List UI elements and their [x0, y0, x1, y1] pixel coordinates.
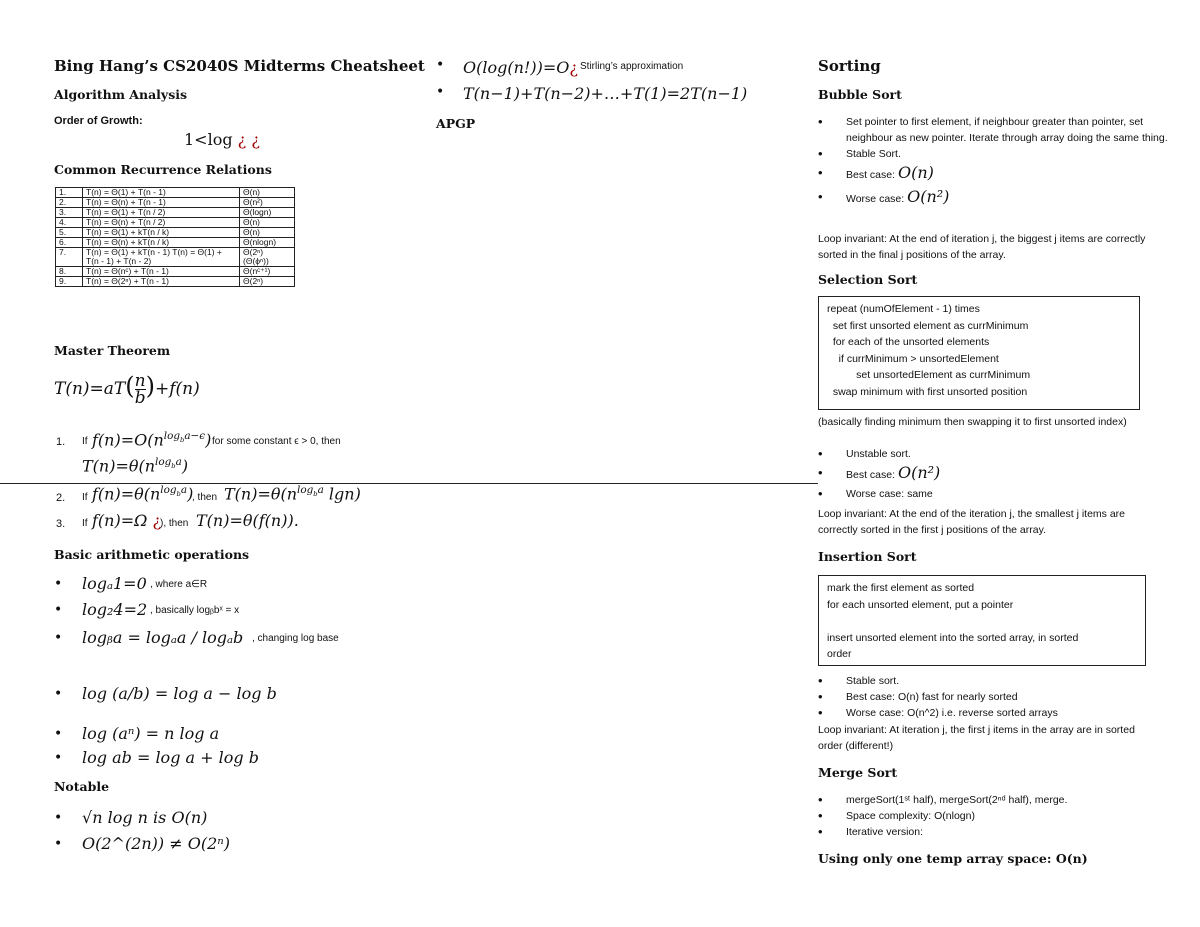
- recurrence-cell: T(n) = Θ(1) + kT(n - 1) T(n) = Θ(1) + T(n - 1) + T(n - 2): [83, 248, 240, 267]
- list-item: • Unstable sort.: [846, 446, 1176, 462]
- recurrence-table: [55, 187, 295, 287]
- arith-formula: logₐ1=0: [82, 574, 147, 593]
- selection-best-label: Best case:: [846, 469, 896, 481]
- selection-code-box: [818, 296, 1140, 410]
- recurrence-cell: T(n) = Θ(nᶜ) + T(n - 1): [83, 267, 240, 277]
- stirling-note: Stirling’s approximation: [580, 61, 684, 72]
- case3-if: If: [82, 518, 88, 529]
- order-of-growth-expr: [184, 130, 260, 149]
- arith-formula: log (aⁿ) = n log a: [82, 724, 220, 743]
- arith-heading: Basic arithmetic operations: [54, 547, 250, 562]
- code-line: order: [827, 648, 852, 660]
- result-cell: Θ(nlogn): [240, 238, 295, 248]
- recurrence-cell: T(n) = Θ(1) + T(n - 1): [83, 188, 240, 198]
- case2-result: $T(n)=\theta(n^{log_ba}$ lgn): [224, 484, 361, 504]
- case1-number: 1.: [56, 436, 66, 448]
- table-row: [56, 248, 295, 267]
- code-line: for each unsorted element, put a pointer: [827, 598, 1014, 611]
- case1-condition: for some constant ϵ > 0, then: [212, 436, 341, 447]
- code-line: repeat (numOfElement - 1) times: [827, 303, 980, 315]
- case3-number: 3.: [56, 518, 66, 530]
- row-number: 4.: [56, 218, 83, 228]
- notable-formula: √n log n is O(n): [82, 808, 208, 827]
- recurrence-cell: T(n) = Θ(1) + T(n / 2): [83, 208, 240, 218]
- selection-best-value: O(n²): [897, 463, 941, 482]
- bullet: •: [54, 686, 63, 702]
- code-line: for each of the unsorted elements: [827, 336, 990, 348]
- result-cell: Θ(n): [240, 218, 295, 228]
- bullet: •: [54, 576, 63, 592]
- recurrence-cell: T(n) = Θ(n) + T(n / 2): [83, 218, 240, 228]
- selection-invariant: Loop invariant: At the end of the iteration j, the smallest j items are correctly sorted in the first j positions of the array.: [818, 508, 1126, 536]
- table-row: [56, 277, 295, 287]
- recurrence-cell: T(n) = Θ(2ⁿ) + T(n - 1): [83, 277, 240, 287]
- bullet: •: [436, 57, 445, 73]
- table-row: [56, 188, 295, 198]
- bullet: •: [436, 84, 445, 100]
- row-number: 6.: [56, 238, 83, 248]
- list-item: • mergeSort(1ˢᵗ half), mergeSort(2ⁿᵈ half), merge.: [846, 792, 1176, 808]
- arith-note: , changing log base: [252, 633, 339, 644]
- bullet: •: [54, 630, 63, 646]
- page-title: Bing Hang’s CS2040S Midterms Cheatsheet: [54, 57, 425, 75]
- list-item: [846, 462, 1176, 486]
- list-item: • Space complexity: O(nlogn): [846, 808, 1176, 824]
- row-number: 8.: [56, 267, 83, 277]
- result-cell: Θ(nᶜ⁺¹): [240, 267, 295, 277]
- selection-list: [818, 446, 1176, 502]
- row-number: 5.: [56, 228, 83, 238]
- list-item: • Worse case: O(n^2) i.e. reverse sorted arrays: [846, 705, 1176, 721]
- table-row: [56, 228, 295, 238]
- arith-formula: log₂4=2: [82, 600, 148, 619]
- insertion-list: [818, 673, 1176, 721]
- bubble-best-label: Best case:: [846, 169, 896, 181]
- row-number: 2.: [56, 198, 83, 208]
- result-cell: Θ(logn): [240, 208, 295, 218]
- master-formula: T(n)=aT( $\frac{n}{b}$ )+f(n): [54, 371, 200, 408]
- notable-formula: O(2^(2n)) ≠ O(2ⁿ): [82, 834, 230, 853]
- list-item: • Stable Sort.: [846, 146, 1176, 162]
- bullet: •: [54, 836, 63, 852]
- code-line: set unsortedElement as currMinimum: [827, 369, 1031, 381]
- apgp-heading: APGP: [436, 116, 476, 131]
- case2-if: If: [82, 492, 88, 503]
- result-cell: Θ(2ⁿ): [240, 277, 295, 287]
- list-item: • Set pointer to first element, if neighbour greater than pointer, set neighbour as new pointer. Iterate through array doing the same thing.: [846, 114, 1176, 146]
- code-line: swap minimum with first unsorted position: [827, 385, 1028, 398]
- bubble-worst-label: Worse case:: [846, 193, 905, 205]
- code-line: set first unsorted element as currMinimum: [827, 319, 1029, 332]
- arith-formula: log ab = log a + log b: [82, 748, 259, 767]
- case2-formula: $f(n)=\theta(n^{log_ba})$: [92, 484, 194, 504]
- recurrence-cell: T(n) = Θ(1) + kT(n / k): [83, 228, 240, 238]
- case3-result: T(n)=θ(f(n)).: [196, 511, 299, 530]
- result-cell: Θ(n²): [240, 198, 295, 208]
- row-number: 9.: [56, 277, 83, 287]
- recurrence-cell: T(n) = Θ(n) + kT(n / k): [83, 238, 240, 248]
- temp-array-heading: Using only one temp array space: O(n): [818, 851, 1088, 866]
- bubble-list: [818, 114, 1176, 210]
- selection-sort-heading: Selection Sort: [818, 272, 918, 287]
- arith-formula: logᵦa = logₐa / logₐb: [82, 628, 244, 647]
- case2-number: 2.: [56, 492, 66, 504]
- case3-formula: [92, 511, 161, 530]
- row-number: 3.: [56, 208, 83, 218]
- list-item: • Stable sort.: [846, 673, 1176, 689]
- insertion-invariant: Loop invariant: At iteration j, the first j items in the array are in sorted order (different!): [818, 724, 1135, 752]
- bubble-worst-value: O(n²): [907, 187, 950, 206]
- recurrence-heading: Common Recurrence Relations: [54, 162, 272, 177]
- table-row: [56, 198, 295, 208]
- order-of-growth-label: Order of Growth:: [54, 115, 143, 127]
- table-row: [56, 208, 295, 218]
- bubble-best-value: O(n): [897, 163, 934, 182]
- bullet: •: [54, 726, 63, 742]
- list-item: [846, 162, 1176, 186]
- merge-list: [818, 792, 1176, 840]
- order-expr-tail: ¿ ¿: [237, 130, 260, 149]
- case1-formula: $f(n)=O(n^{log_ba-\epsilon})$: [92, 430, 212, 450]
- arith-note: , where a∈R: [150, 579, 208, 590]
- list-item: [846, 186, 1176, 210]
- list-item: • Iterative version:: [846, 824, 1176, 840]
- result-cell: Θ(n): [240, 228, 295, 238]
- case3-formula-text: f(n)=Ω: [92, 511, 148, 530]
- table-row: [56, 267, 295, 277]
- sum-formula: T(n−1)+T(n−2)+…+T(1)=2T(n−1): [463, 84, 748, 103]
- result-cell: Θ(2ⁿ) (Θ(ϕⁿ)): [240, 248, 295, 267]
- arith-formula: log (a/b) = log a − log b: [82, 684, 277, 703]
- recurrence-cell: T(n) = Θ(n) + T(n - 1): [83, 198, 240, 208]
- bullet: •: [54, 602, 63, 618]
- master-theorem-heading: Master Theorem: [54, 343, 171, 358]
- table-row: [56, 238, 295, 248]
- selection-note: (basically finding minimum then swapping it to first unsorted index): [818, 416, 1127, 428]
- bullet: •: [54, 810, 63, 826]
- notable-heading: Notable: [54, 779, 110, 794]
- code-line: if currMinimum > unsortedElement: [827, 352, 999, 365]
- stirling-text: O(log(n!))=O: [463, 58, 570, 77]
- list-item: • Best case: O(n) fast for nearly sorted: [846, 689, 1176, 705]
- case2-then: , then: [192, 492, 218, 503]
- case3-then: ), then: [160, 518, 189, 529]
- list-item: • Worse case: same: [846, 486, 1176, 502]
- code-line: mark the first element as sorted: [827, 582, 975, 594]
- bullet: •: [54, 750, 63, 766]
- order-expr: 1<log: [184, 130, 233, 149]
- stirling-formula: [463, 58, 578, 77]
- arith-note: , basically logᵦbˣ = x: [150, 605, 240, 616]
- case1-if: If: [82, 436, 88, 447]
- bubble-sort-heading: Bubble Sort: [818, 87, 902, 102]
- result-cell: Θ(n): [240, 188, 295, 198]
- row-number: 1.: [56, 188, 83, 198]
- bubble-invariant: Loop invariant: At the end of iteration j, the biggest j items are correctly sorted in the final j positions of the array.: [818, 233, 1146, 261]
- row-number: 7.: [56, 248, 83, 267]
- table-row: [56, 218, 295, 228]
- insertion-code-box: [818, 575, 1146, 666]
- case1-result: $T(n)=\theta(n^{log_ba})$: [82, 456, 189, 476]
- code-line: insert unsorted element into the sorted array, in sorted: [827, 631, 1079, 644]
- insertion-sort-heading: Insertion Sort: [818, 549, 917, 564]
- sorting-heading: Sorting: [818, 57, 881, 75]
- algo-analysis-heading: Algorithm Analysis: [54, 87, 188, 102]
- case3-red: ¿: [152, 511, 162, 530]
- merge-sort-heading: Merge Sort: [818, 765, 898, 780]
- stirling-red: ¿: [569, 58, 578, 77]
